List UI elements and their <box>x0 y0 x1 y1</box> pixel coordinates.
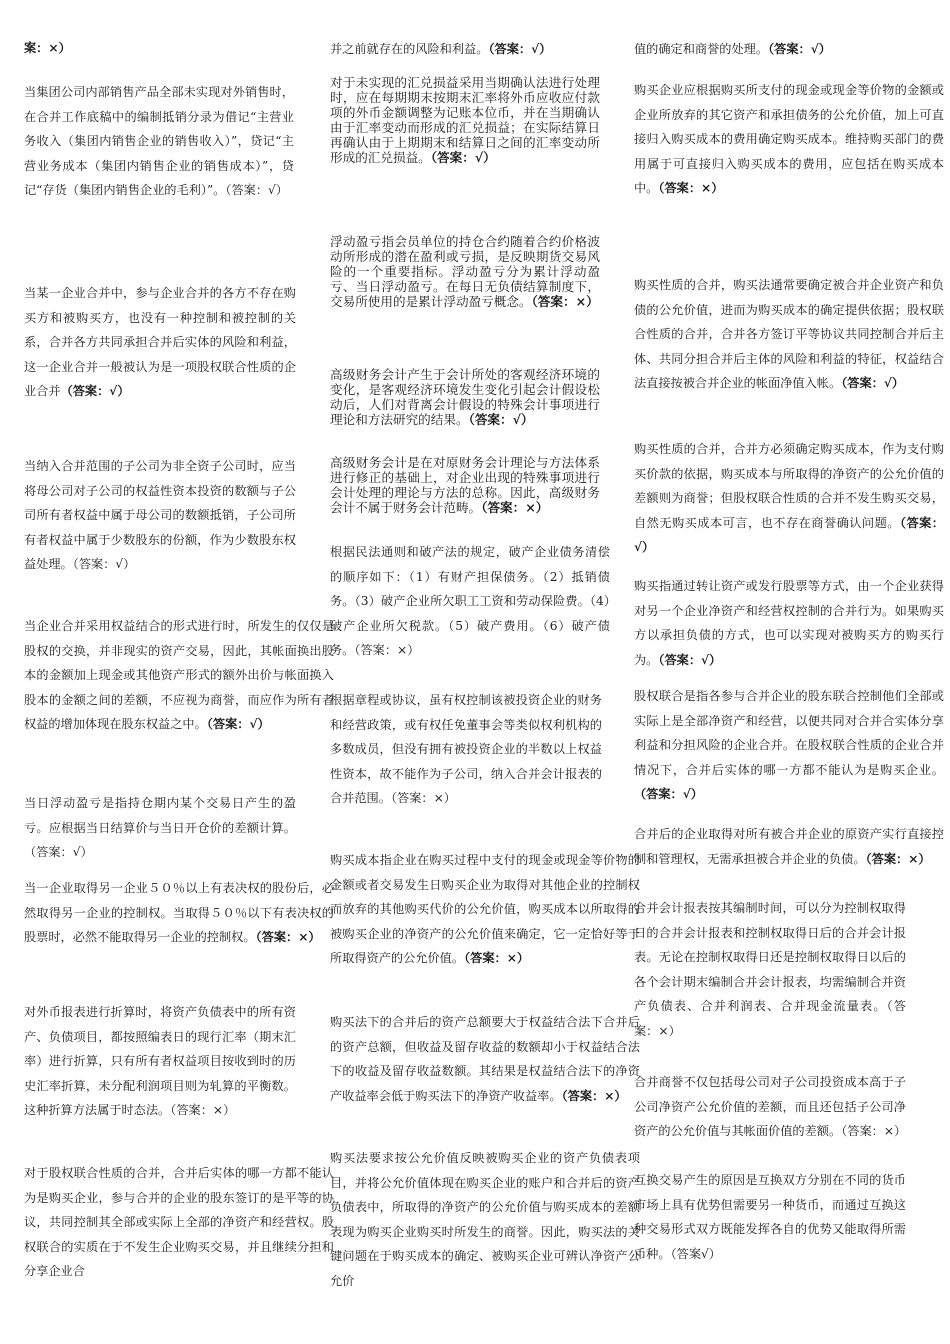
paragraph-3-6: 股权联合是指各参与合并企业的股东联合控制他们全部或实际上是全部净资产和经营，以便共同对合并合实体分享利益和分担风险的企业合并。在股权联合性质的企业合并情况下，合并后实体的哪一方都不能认为是购买企业。（答案：√） <box>634 689 944 801</box>
paragraph-2-6: 根据民法通则和破产法的规定，破产企业债务清偿的顺序如下：（1）有财产担保债务。（2）抵销债务。（3）破产企业所欠职工工资和劳动保险费。（4）破产企业所欠税款。（5）破产费用。（6）破产债务。（答案：×） <box>330 545 610 657</box>
paragraph-3-9: 合并商誉不仅包括母公司对子公司投资成本高于子公司净资产公允价值的差额，而且还包括子公司净资产的公允价值与其帐面价值的差额。（答案：×） <box>634 1075 907 1138</box>
paragraph-2-5: 高级财务会计是在对原财务会计理论与方法体系进行修正的基础上，对企业出现的特殊事项进行会计处理的理论与方法的总称。因此，高级财务会计不属于财务会计范畴。（答案：×） <box>330 455 600 515</box>
paragraph-2-3: 浮动盈亏指会员单位的持仓合约随着合约价格波动所形成的潜在盈利或亏损，是反映期货交易风险的一个重要指标。浮动盈亏分为累计浮动盈亏、当日浮动盈亏。在每日无负债结算制度下，交易所使用的是累计浮动盈亏概念。（答案：×） <box>330 234 600 309</box>
paragraph-3-1: 值的确定和商誉的处理。（答案：√） <box>634 42 831 56</box>
paragraph-1-8: 对外币报表进行折算时，将资产负债表中的所有资产、负债项目，都按照编表日的现行汇率（期末汇率）进行折算，只有所有者权益项目按收到时的历史汇率折算，未分配利润项目则为轧算的平衡数。这种折算方法属于时态法。（答案：×） <box>24 1005 296 1117</box>
paragraph-3-7: 合并后的企业取得对所有被合并企业的原资产实行直接控制和管理权，无需承担被合并企业的负债。（答案：×） <box>634 827 944 866</box>
paragraph-1-7: 当一企业取得另一企业５０％以上有表决权的股份后，必然取得另一企业的控制权。当取得５０％以下有表决权的股票时，必然不能取得另一企业的控制权。（答案：×） <box>24 881 334 944</box>
paragraph-2-8: 购买成本指企业在购买过程中支付的现金或现金等价物的金额或者交易发生日购买企业为取得对其他企业的控制权而放弃的其他购买代价的公允价值，购买成本以所取得的被购买企业的净资产的公允价值来确定，它一定恰好等于所取得资产的公允价值。（答案：×） <box>330 853 640 965</box>
paragraph-2-9: 购买法下的合并后的资产总额要大于权益结合法下合并后的资产总额，但收益及留存收益的数额却小于权益结合法下的收益及留存收益数额。其结果是权益结合法下的净资产收益率会低于购买法下的净资产收益率。（答案：×） <box>330 1015 640 1103</box>
paragraph-2-4: 高级财务会计产生于会计所处的客观经济环境的变化，是客观经济环境发生变化引起会计假设松动后，人们对背离会计假设的特殊会计事项进行理论和方法研究的结果。（答案：√） <box>330 367 600 427</box>
paragraph-2-1: 并之前就存在的风险和利益。（答案：√） <box>330 42 552 56</box>
paragraph-3-4: 购买性质的合并，合并方必须确定购买成本，作为支付购买价款的依据，购买成本与所取得的净资产的公允价值的差额则为商誉；但股权联合性质的合并不发生购买交易，自然无购买成本可言，也不存在商誉确认问题。（答案：√） <box>634 442 944 554</box>
paragraph-3-5: 购买指通过转让资产或发行股票等方式，由一个企业获得对另一个企业净资产和经营权控制的合并行为。如果购买方以承担负债的方式，也可以实现对被购买方的购买行为。（答案：√） <box>634 579 944 667</box>
paragraph-1-3: 当某一企业合并中，参与企业合并的各方不存在购买方和被购买方，也没有一种控制和被控制的关系，合并各方共同承担合并后实体的风险和利益，这一企业合并一般被认为是一项股权联合性质的企业合并（答案：√） <box>24 286 296 398</box>
paragraph-2-10: 购买法要求按公允价值反映被购买企业的资产负债表项目，并将公允价值体现在购买企业的账户和合并后的资产负债表中，所取得的净资产的公允价值与购买成本的差额表现为购买企业购买时所发生的商誉。因此，购买法的关键问题在于购买成本的确定、被购买企业可辨认净资产公允价 <box>330 1151 640 1288</box>
paragraph-1-2: 当集团公司内部销售产品全部未实现对外销售时，在合并工作底稿中的编制抵销分录为借记“主营业务收入（集团内销售企业的销售收入）”，贷记“主营业务成本（集团内销售企业的销售成本）”，贷记“存货（集团内销售企业的毛利）”。（答案：√） <box>24 85 294 197</box>
paragraph-1-6: 当日浮动盈亏是指持仓期内某个交易日产生的盈亏。应根据当日结算价与当日开仓价的差额计算。（答案：√） <box>24 796 296 859</box>
paragraph-3-2: 购买企业应根据购买所支付的现金或现金等价物的金额或企业所放弃的其它资产和承担债务的公允价值，加上可直接归入购买成本的费用确定购买成本。维持购买部门的费用属于可直接归入购买成本的费用，应包括在购买成本中。（答案：×） <box>634 83 944 195</box>
paragraph-1-5: 当企业合并采用权益结合的形式进行时，所发生的仅仅是股权的交换，并非现实的资产交易，因此，其帐面换出股本的金额加上现金或其他资产形式的额外出价与帐面换入股本的金额之间的差额，不应视为商誉，而应作为所有者权益的增加体现在股东权益之中。（答案：√） <box>24 619 334 731</box>
paragraph-1-1: 案：×） <box>24 41 71 55</box>
paragraph-3-8: 合并会计报表按其编制时间，可以分为控制权取得日的合并会计报表和控制权取得日后的合并会计报表。无论在控制权取得日还是控制权取得日以后的各个会计期末编制合并会计报表，均需编制合并资产负债表、合并利润表、合并现金流量表。（答案：×） <box>634 901 906 1038</box>
paragraph-1-4: 当纳入合并范围的子公司为非全资子公司时，应当将母公司对子公司的权益性资本投资的数额与子公司所有者权益中属于母公司的数额抵销，子公司所有者权益中属于少数股东的份额，作为少数股东权益处理。（答案：√） <box>24 459 296 571</box>
paragraph-1-9: 对于股权联合性质的合并，合并后实体的哪一方都不能认为是购买企业，参与合并的企业的股东签订的是平等的协议，共同控制其全部或实际上全部的净资产和经营权。股权联合的实质在于不发生企业购买交易，并且继续分担和分享企业合 <box>24 1166 334 1278</box>
paragraph-3-10: 互换交易产生的原因是互换双方分别在不同的货币市场上具有优势但需要另一种货币，而通过互换这种交易形式双方既能发挥各自的优势又能取得所需币种。（答案√） <box>634 1173 906 1261</box>
paragraph-2-2: 对于未实现的汇兑损益采用当期确认法进行处理时，应在每期期末按期末汇率将外币应收应付款项的外币金额调整为记账本位币，并在当期确认由于汇率变动而形成的汇兑损益；在实际结算日再确认由于上期期末和结算日之间的汇率变动所形成的汇兑损益。（答案：√） <box>330 75 600 165</box>
paragraph-3-3: 购买性质的合并，购买法通常要确定被合并企业资产和负债的公允价值，进而为购买成本的确定提供依据；股权联合性质的合并，合并各方签订平等协议共同控制合并后主体、共同分担合并后主体的风险和利益的特征，权益结合法直接按被合并企业的帐面净值入帐。（答案：√） <box>634 278 944 390</box>
paragraph-2-7: 根据章程或协议，虽有权控制该被投资企业的财务和经营政策，或有权任免董事会等类似权利机构的多数成员，但没有拥有被投资企业的半数以上权益性资本，故不能作为子公司，纳入合并会计报表的合并范围。（答案：×） <box>330 693 602 805</box>
